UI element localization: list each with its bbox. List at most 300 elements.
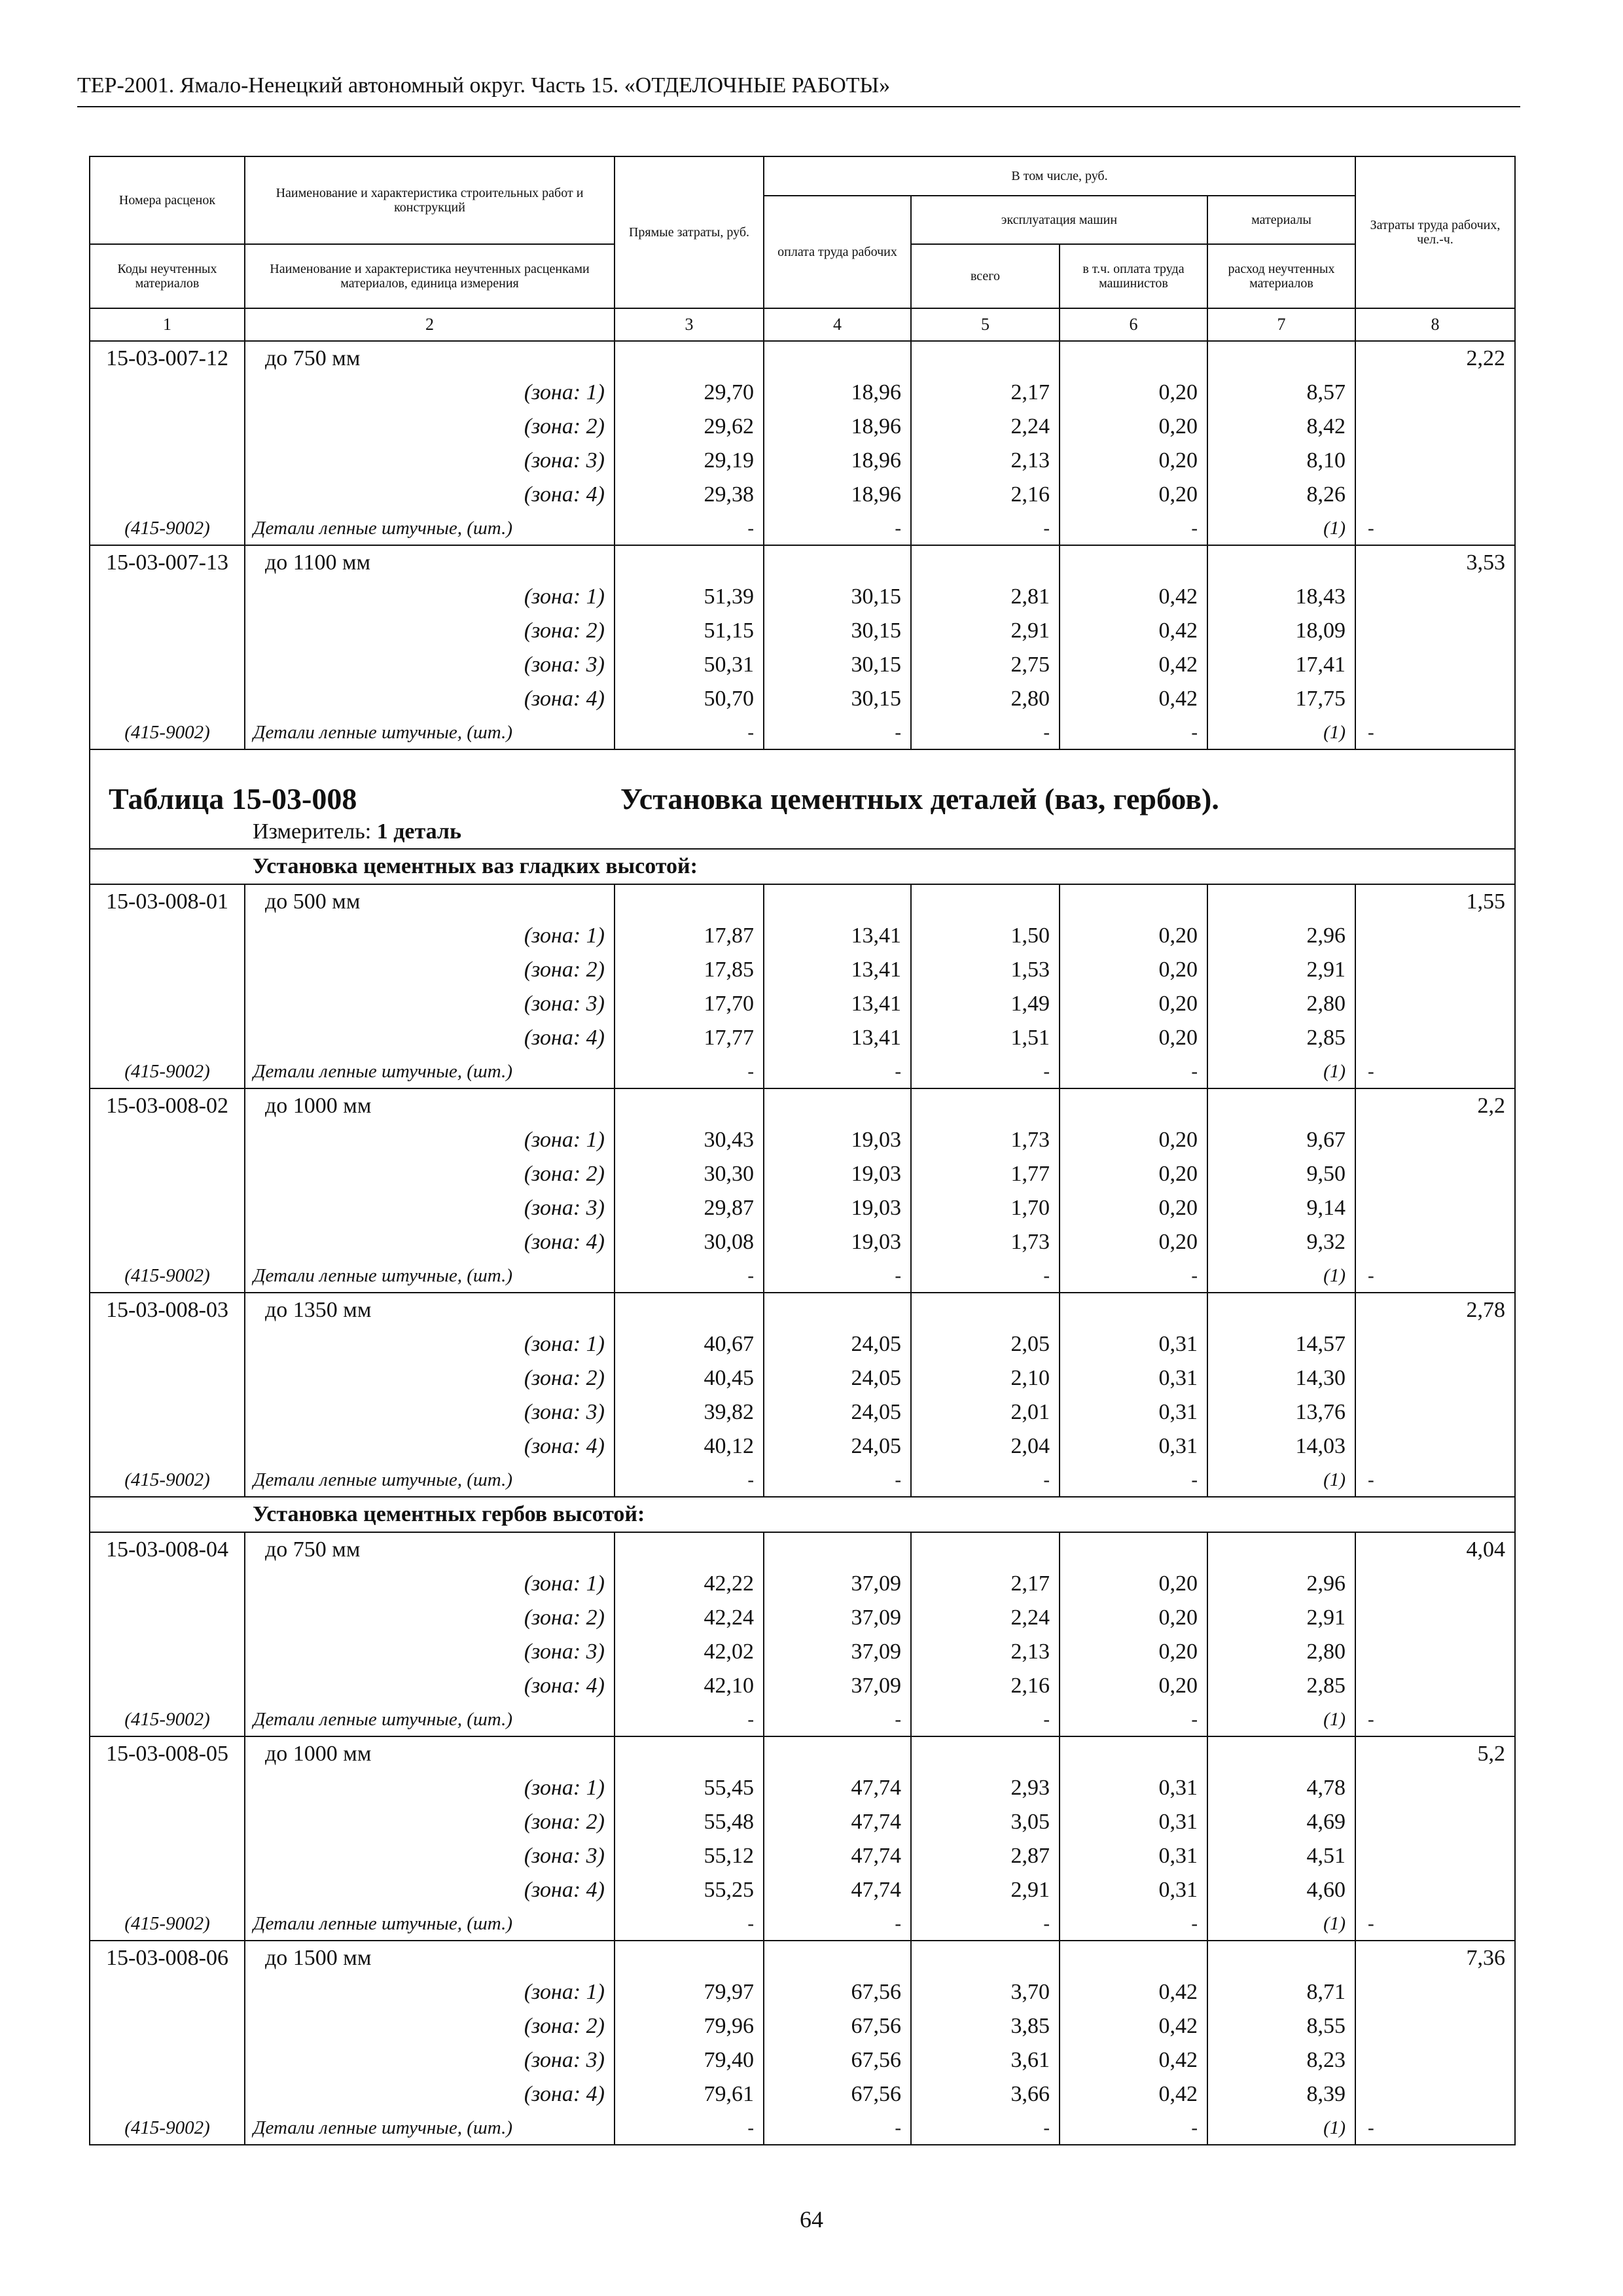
empty-cell (90, 1021, 245, 1055)
labor-costs: 2,78 (1355, 1293, 1515, 1327)
direct-costs: 55,25 (615, 1873, 764, 1907)
empty-cell (1355, 1021, 1515, 1055)
zone-row (90, 580, 1515, 614)
table-header (90, 156, 1515, 341)
zone-label: (зона: 1) (245, 1567, 615, 1601)
empty-cell (911, 1293, 1060, 1327)
zone-label: (зона: 3) (245, 444, 615, 478)
empty-cell (615, 1088, 764, 1123)
zone-row (90, 953, 1515, 987)
direct-costs: 55,48 (615, 1805, 764, 1839)
rate-name: до 500 мм (245, 884, 615, 919)
header-rate-number: Номера расценок (90, 156, 245, 244)
column-number: 7 (1207, 308, 1355, 341)
labor-costs: 2,22 (1355, 341, 1515, 376)
material-dash: - (615, 1055, 764, 1088)
direct-costs: 79,40 (615, 2043, 764, 2077)
zone-label: (зона: 3) (245, 2043, 615, 2077)
empty-cell (615, 341, 764, 376)
empty-cell (90, 919, 245, 953)
empty-cell (1207, 341, 1355, 376)
materials-cost: 4,51 (1207, 1839, 1355, 1873)
worker-wages: 24,05 (764, 1327, 911, 1361)
empty-cell (1355, 987, 1515, 1021)
material-dash: - (911, 1703, 1060, 1736)
empty-cell (1355, 376, 1515, 410)
empty-cell (911, 341, 1060, 376)
direct-costs: 17,77 (615, 1021, 764, 1055)
machines-total: 2,91 (911, 1873, 1060, 1907)
zone-label: (зона: 1) (245, 376, 615, 410)
zone-label: (зона: 2) (245, 1805, 615, 1839)
column-number: 1 (90, 308, 245, 341)
empty-cell (90, 1601, 245, 1635)
empty-cell (764, 1736, 911, 1771)
empty-cell (90, 1839, 245, 1873)
worker-wages: 47,74 (764, 1771, 911, 1805)
zone-row (90, 1975, 1515, 2009)
material-row (90, 716, 1515, 749)
labor-costs: 7,36 (1355, 1941, 1515, 1975)
machinists-wages: 0,42 (1060, 682, 1207, 716)
empty-cell (1355, 580, 1515, 614)
material-dash: - (615, 1259, 764, 1293)
table-title-block (90, 749, 1515, 884)
column-number: 6 (1060, 308, 1207, 341)
materials-cost: 18,09 (1207, 614, 1355, 648)
machines-total: 3,70 (911, 1975, 1060, 2009)
direct-costs: 29,87 (615, 1191, 764, 1225)
labor-costs: 4,04 (1355, 1532, 1515, 1567)
empty-cell (764, 1293, 911, 1327)
worker-wages: 19,03 (764, 1123, 911, 1157)
material-dash: - (911, 512, 1060, 545)
rate-code: 15-03-007-12 (90, 341, 245, 376)
machines-total: 1,70 (911, 1191, 1060, 1225)
materials-cost: 8,26 (1207, 478, 1355, 512)
material-name: Детали лепные штучные, (шт.) (245, 716, 615, 749)
material-name: Детали лепные штучные, (шт.) (245, 1703, 615, 1736)
machinists-wages: 0,20 (1060, 1157, 1207, 1191)
header-labor-costs: Затраты труда рабочих, чел.-ч. (1355, 156, 1515, 308)
zone-label: (зона: 4) (245, 1429, 615, 1463)
empty-cell (1355, 1191, 1515, 1225)
empty-cell (90, 1395, 245, 1429)
worker-wages: 24,05 (764, 1361, 911, 1395)
direct-costs: 42,02 (615, 1635, 764, 1669)
empty-cell (1060, 545, 1207, 580)
worker-wages: 18,96 (764, 444, 911, 478)
machinists-wages: 0,31 (1060, 1805, 1207, 1839)
materials-cost: 8,23 (1207, 2043, 1355, 2077)
direct-costs: 39,82 (615, 1395, 764, 1429)
materials-cost: 14,57 (1207, 1327, 1355, 1361)
rate-group (90, 1941, 1515, 2145)
zone-row (90, 410, 1515, 444)
zone-row (90, 1601, 1515, 1635)
worker-wages: 18,96 (764, 376, 911, 410)
empty-cell (90, 1361, 245, 1395)
zone-row (90, 1361, 1515, 1395)
zone-row (90, 1021, 1515, 1055)
header-material-codes: Коды неучтенных материалов (90, 244, 245, 308)
zone-row (90, 2043, 1515, 2077)
machines-total: 3,61 (911, 2043, 1060, 2077)
machines-total: 3,05 (911, 1805, 1060, 1839)
worker-wages: 67,56 (764, 2077, 911, 2111)
empty-cell (1355, 953, 1515, 987)
empty-cell (1355, 648, 1515, 682)
material-dash: - (1355, 716, 1515, 749)
zone-label: (зона: 2) (245, 1601, 615, 1635)
empty-cell (1355, 2077, 1515, 2111)
section-heading-vases: Установка цементных ваз гладких высотой: (90, 849, 1515, 884)
page-header: ТЕР-2001. Ямало-Ненецкий автономный округ. Часть 15. «ОТДЕЛОЧНЫЕ РАБОТЫ» (77, 69, 1520, 107)
empty-cell (1355, 1873, 1515, 1907)
zone-row (90, 1157, 1515, 1191)
zone-row (90, 614, 1515, 648)
material-code: (415-9002) (90, 1703, 245, 1736)
worker-wages: 47,74 (764, 1839, 911, 1873)
materials-cost: 9,67 (1207, 1123, 1355, 1157)
column-number: 8 (1355, 308, 1515, 341)
empty-cell (1355, 1395, 1515, 1429)
zone-row (90, 1327, 1515, 1361)
materials-cost: 8,71 (1207, 1975, 1355, 2009)
labor-costs: 3,53 (1355, 545, 1515, 580)
materials-cost: 9,14 (1207, 1191, 1355, 1225)
machines-total: 2,04 (911, 1429, 1060, 1463)
direct-costs: 55,45 (615, 1771, 764, 1805)
zone-row (90, 682, 1515, 716)
zone-label: (зона: 1) (245, 1123, 615, 1157)
machines-total: 2,10 (911, 1361, 1060, 1395)
machines-total: 2,16 (911, 1669, 1060, 1703)
direct-costs: 51,15 (615, 614, 764, 648)
empty-cell (764, 1532, 911, 1567)
empty-cell (1355, 1429, 1515, 1463)
empty-cell (90, 1635, 245, 1669)
empty-cell (911, 1941, 1060, 1975)
empty-cell (1355, 1635, 1515, 1669)
material-dash: - (764, 2111, 911, 2145)
machines-total: 1,77 (911, 1157, 1060, 1191)
material-dash: - (764, 1055, 911, 1088)
empty-cell (90, 1669, 245, 1703)
empty-cell (90, 987, 245, 1021)
zone-label: (зона: 3) (245, 1191, 615, 1225)
rate-name: до 750 мм (245, 1532, 615, 1567)
rate-group (90, 1532, 1515, 1736)
machines-total: 2,81 (911, 580, 1060, 614)
material-dash: - (1060, 716, 1207, 749)
empty-cell (1207, 1088, 1355, 1123)
empty-cell (1207, 884, 1355, 919)
header-machines: эксплуатация машин (911, 196, 1207, 244)
direct-costs: 42,22 (615, 1567, 764, 1601)
material-dash: - (615, 2111, 764, 2145)
rate-code: 15-03-008-01 (90, 884, 245, 919)
materials-cost: 2,96 (1207, 1567, 1355, 1601)
machines-total: 2,17 (911, 376, 1060, 410)
empty-cell (90, 1327, 245, 1361)
empty-cell (1355, 2043, 1515, 2077)
rate-group (90, 884, 1515, 1088)
materials-cost: 18,43 (1207, 580, 1355, 614)
labor-costs: 1,55 (1355, 884, 1515, 919)
direct-costs: 40,45 (615, 1361, 764, 1395)
direct-costs: 42,24 (615, 1601, 764, 1635)
empty-cell (615, 1941, 764, 1975)
rate-header-row (90, 1532, 1515, 1567)
zone-row (90, 1771, 1515, 1805)
empty-cell (1060, 1293, 1207, 1327)
header-including: В том числе, руб. (764, 156, 1355, 196)
machinists-wages: 0,42 (1060, 648, 1207, 682)
rate-code: 15-03-008-03 (90, 1293, 245, 1327)
worker-wages: 30,15 (764, 682, 911, 716)
zone-row (90, 1225, 1515, 1259)
material-code: (415-9002) (90, 512, 245, 545)
rate-name: до 1350 мм (245, 1293, 615, 1327)
material-code: (415-9002) (90, 2111, 245, 2145)
worker-wages: 24,05 (764, 1429, 911, 1463)
machinists-wages: 0,31 (1060, 1839, 1207, 1873)
materials-cost: 2,85 (1207, 1669, 1355, 1703)
machinists-wages: 0,31 (1060, 1429, 1207, 1463)
machinists-wages: 0,42 (1060, 1975, 1207, 2009)
empty-cell (1355, 1669, 1515, 1703)
zone-row (90, 1191, 1515, 1225)
empty-cell (90, 1225, 245, 1259)
materials-cost: 13,76 (1207, 1395, 1355, 1429)
material-dash: - (1355, 1703, 1515, 1736)
machinists-wages: 0,20 (1060, 376, 1207, 410)
material-code: (415-9002) (90, 1907, 245, 1941)
zone-label: (зона: 4) (245, 1021, 615, 1055)
direct-costs: 51,39 (615, 580, 764, 614)
empty-cell (90, 444, 245, 478)
material-dash: - (1060, 1907, 1207, 1941)
empty-cell (764, 341, 911, 376)
material-name: Детали лепные штучные, (шт.) (245, 512, 615, 545)
empty-cell (1060, 1088, 1207, 1123)
table-unit (253, 819, 461, 844)
rate-name: до 1500 мм (245, 1941, 615, 1975)
machinists-wages: 0,31 (1060, 1771, 1207, 1805)
worker-wages: 19,03 (764, 1157, 911, 1191)
worker-wages: 13,41 (764, 919, 911, 953)
direct-costs: 40,12 (615, 1429, 764, 1463)
direct-costs: 55,12 (615, 1839, 764, 1873)
material-quantity: (1) (1207, 1259, 1355, 1293)
direct-costs: 30,08 (615, 1225, 764, 1259)
machinists-wages: 0,31 (1060, 1327, 1207, 1361)
zone-row (90, 478, 1515, 512)
material-dash: - (1355, 1055, 1515, 1088)
header-machines-total: всего (911, 244, 1060, 308)
zone-label: (зона: 2) (245, 1157, 615, 1191)
rate-name: до 1000 мм (245, 1088, 615, 1123)
empty-cell (1060, 1532, 1207, 1567)
empty-cell (1355, 1601, 1515, 1635)
direct-costs: 29,19 (615, 444, 764, 478)
empty-cell (911, 545, 1060, 580)
rate-group (90, 1088, 1515, 1293)
empty-cell (90, 1157, 245, 1191)
zone-label: (зона: 1) (245, 1975, 615, 2009)
machinists-wages: 0,42 (1060, 2009, 1207, 2043)
zone-row (90, 444, 1515, 478)
machinists-wages: 0,20 (1060, 1601, 1207, 1635)
material-quantity: (1) (1207, 512, 1355, 545)
empty-cell (90, 1771, 245, 1805)
direct-costs: 17,87 (615, 919, 764, 953)
machinists-wages: 0,20 (1060, 1669, 1207, 1703)
empty-cell (1355, 919, 1515, 953)
header-material-consumption: расход неучтенных материалов (1207, 244, 1355, 308)
empty-cell (90, 580, 245, 614)
materials-cost: 9,50 (1207, 1157, 1355, 1191)
material-dash: - (911, 1463, 1060, 1497)
machines-total: 2,16 (911, 478, 1060, 512)
zone-row (90, 648, 1515, 682)
worker-wages: 37,09 (764, 1635, 911, 1669)
zone-label: (зона: 1) (245, 1771, 615, 1805)
material-name: Детали лепные штучные, (шт.) (245, 1259, 615, 1293)
material-dash: - (1060, 2111, 1207, 2145)
machines-total: 1,73 (911, 1123, 1060, 1157)
empty-cell (1207, 1941, 1355, 1975)
materials-cost: 2,96 (1207, 919, 1355, 953)
zone-label: (зона: 3) (245, 987, 615, 1021)
worker-wages: 47,74 (764, 1805, 911, 1839)
zone-label: (зона: 1) (245, 580, 615, 614)
rate-group (90, 1293, 1515, 1497)
direct-costs: 17,85 (615, 953, 764, 987)
rate-code: 15-03-008-05 (90, 1736, 245, 1771)
material-dash: - (764, 1463, 911, 1497)
machines-total: 1,53 (911, 953, 1060, 987)
empty-cell (1355, 1839, 1515, 1873)
machines-total: 2,91 (911, 614, 1060, 648)
material-row (90, 1259, 1515, 1293)
zone-label: (зона: 3) (245, 1839, 615, 1873)
zone-label: (зона: 4) (245, 1873, 615, 1907)
table-name: Установка цементных деталей (ваз, гербов). (620, 782, 1219, 816)
empty-cell (1207, 1532, 1355, 1567)
empty-cell (764, 545, 911, 580)
header-machinists-wages: в т.ч. оплата труда машинистов (1060, 244, 1207, 308)
machines-total: 2,13 (911, 444, 1060, 478)
rate-group (90, 1736, 1515, 1941)
rate-group (90, 545, 1515, 749)
machinists-wages: 0,20 (1060, 1567, 1207, 1601)
empty-cell (911, 1532, 1060, 1567)
materials-cost: 17,41 (1207, 648, 1355, 682)
column-number: 5 (911, 308, 1060, 341)
worker-wages: 30,15 (764, 580, 911, 614)
material-row (90, 2111, 1515, 2145)
material-quantity: (1) (1207, 1907, 1355, 1941)
worker-wages: 30,15 (764, 648, 911, 682)
materials-cost: 2,91 (1207, 1601, 1355, 1635)
empty-cell (615, 884, 764, 919)
rate-header-row (90, 545, 1515, 580)
empty-cell (911, 884, 1060, 919)
rate-header-row (90, 341, 1515, 376)
empty-cell (1355, 614, 1515, 648)
machines-total: 2,75 (911, 648, 1060, 682)
material-dash: - (1060, 1055, 1207, 1088)
material-code: (415-9002) (90, 1463, 245, 1497)
empty-cell (90, 614, 245, 648)
empty-cell (1060, 1736, 1207, 1771)
machinists-wages: 0,20 (1060, 1225, 1207, 1259)
empty-cell (1355, 1123, 1515, 1157)
worker-wages: 19,03 (764, 1191, 911, 1225)
empty-cell (911, 1088, 1060, 1123)
worker-wages: 24,05 (764, 1395, 911, 1429)
rate-header-row (90, 884, 1515, 919)
empty-cell (90, 648, 245, 682)
machines-total: 3,85 (911, 2009, 1060, 2043)
rate-name: до 750 мм (245, 341, 615, 376)
empty-cell (1355, 444, 1515, 478)
material-dash: - (911, 1907, 1060, 1941)
machinists-wages: 0,20 (1060, 953, 1207, 987)
zone-row (90, 1567, 1515, 1601)
material-dash: - (1355, 2111, 1515, 2145)
rate-code: 15-03-007-13 (90, 545, 245, 580)
empty-cell (1207, 545, 1355, 580)
zone-row (90, 987, 1515, 1021)
machinists-wages: 0,31 (1060, 1395, 1207, 1429)
zone-label: (зона: 1) (245, 919, 615, 953)
worker-wages: 18,96 (764, 410, 911, 444)
material-row (90, 1055, 1515, 1088)
direct-costs: 42,10 (615, 1669, 764, 1703)
machines-total: 1,50 (911, 919, 1060, 953)
zone-label: (зона: 3) (245, 648, 615, 682)
material-dash: - (615, 1907, 764, 1941)
empty-cell (90, 2009, 245, 2043)
machines-total: 2,13 (911, 1635, 1060, 1669)
worker-wages: 67,56 (764, 2009, 911, 2043)
material-dash: - (911, 2111, 1060, 2145)
machinists-wages: 0,42 (1060, 2077, 1207, 2111)
materials-cost: 2,91 (1207, 953, 1355, 987)
materials-cost: 4,69 (1207, 1805, 1355, 1839)
machines-total: 2,05 (911, 1327, 1060, 1361)
column-number: 4 (764, 308, 911, 341)
page-number: 64 (800, 2206, 823, 2233)
zone-row (90, 1395, 1515, 1429)
materials-cost: 17,75 (1207, 682, 1355, 716)
empty-cell (90, 2077, 245, 2111)
rate-group (90, 341, 1515, 545)
direct-costs: 29,38 (615, 478, 764, 512)
header-work-name: Наименование и характеристика строительных работ и конструкций (245, 156, 615, 244)
material-name: Детали лепные штучные, (шт.) (245, 1907, 615, 1941)
direct-costs: 79,61 (615, 2077, 764, 2111)
empty-cell (1355, 1567, 1515, 1601)
labor-costs: 2,2 (1355, 1088, 1515, 1123)
machinists-wages: 0,31 (1060, 1361, 1207, 1395)
machines-total: 2,01 (911, 1395, 1060, 1429)
zone-label: (зона: 2) (245, 410, 615, 444)
zone-label: (зона: 4) (245, 1669, 615, 1703)
